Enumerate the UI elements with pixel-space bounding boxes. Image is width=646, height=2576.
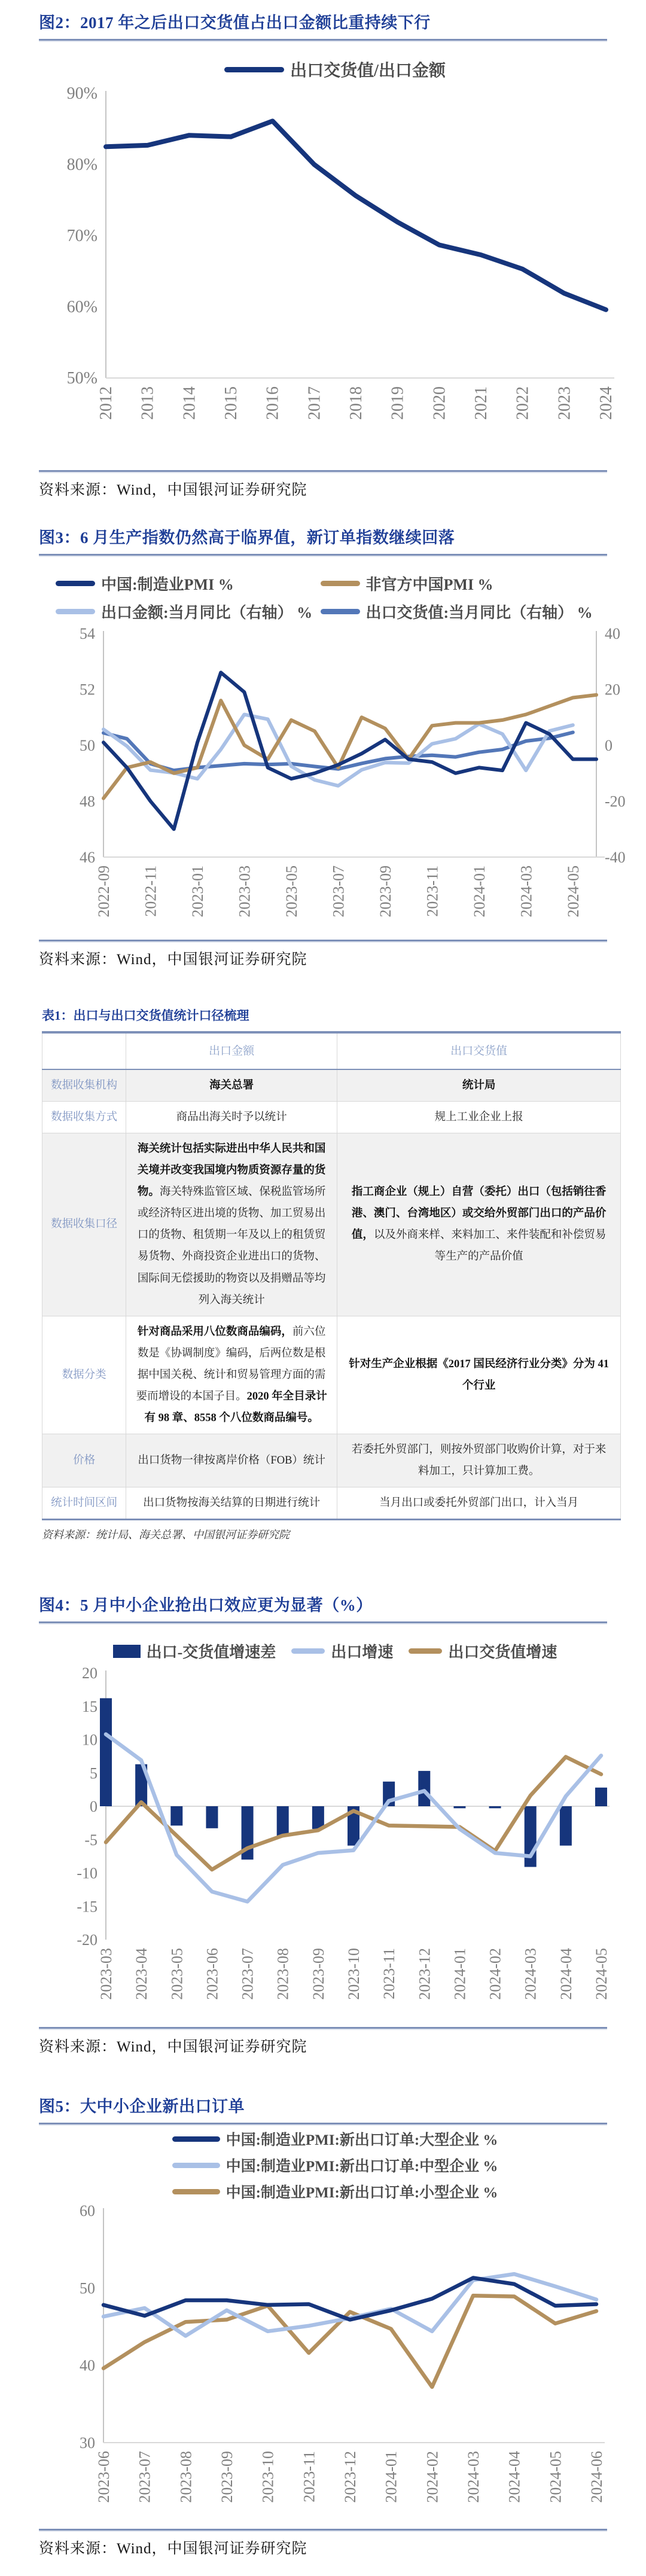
svg-text:2021: 2021 (472, 386, 490, 420)
svg-text:-20: -20 (605, 792, 626, 810)
spacer (0, 2056, 646, 2093)
table1-body (42, 1069, 621, 1520)
figure5-title-separator (39, 2123, 607, 2124)
legend-label: 出口交货值:当月同比（右轴） % (365, 604, 593, 621)
table-row-label: 统计时间区间 (42, 1487, 126, 1520)
legend-label: 非官方中国PMI % (365, 576, 493, 593)
svg-text:2023-04: 2023-04 (133, 1948, 151, 2000)
svg-text:2024-05: 2024-05 (593, 1948, 610, 2000)
svg-text:2024-05: 2024-05 (547, 2451, 565, 2503)
svg-text:2024-04: 2024-04 (557, 1948, 575, 2000)
legend-item (113, 1640, 276, 1662)
svg-text:2023-10: 2023-10 (345, 1948, 362, 2000)
svg-text:50%: 50% (66, 369, 97, 388)
figure5-block (39, 2093, 631, 2558)
legend-swatch-icon (291, 1648, 325, 1654)
figure5-source: 资料来源：Wind，中国银河证券研究院 (39, 2541, 307, 2557)
legend-label: 中国:制造业PMI:新出口订单:中型企业 % (226, 2159, 498, 2175)
table-row (42, 1102, 621, 1133)
svg-text:90%: 90% (66, 84, 97, 103)
svg-text:60: 60 (80, 2202, 95, 2220)
line-series (106, 121, 606, 309)
figure4-source: 资料来源：Wind，中国银河证券研究院 (39, 2039, 307, 2056)
svg-text:2023-03: 2023-03 (236, 865, 254, 917)
figure3-title: 图3：6 月生产指数仍然高于临界值，新订单指数继续回落 (39, 529, 455, 547)
bar (100, 1698, 112, 1806)
svg-text:2023-07: 2023-07 (239, 1948, 257, 2000)
svg-text:2022-11: 2022-11 (142, 865, 160, 917)
legend-label: 中国:制造业PMI % (101, 576, 234, 593)
svg-text:5: 5 (90, 1764, 97, 1782)
table1-comparison-table (42, 1031, 621, 1520)
table-row-label: 数据收集方式 (42, 1102, 126, 1133)
svg-text:10: 10 (82, 1731, 97, 1749)
legend-item (321, 572, 631, 595)
bar (560, 1806, 572, 1846)
figure2-chart (39, 84, 631, 467)
svg-text:2014: 2014 (180, 386, 199, 420)
table1-column-header: 出口金额 (126, 1032, 337, 1069)
svg-text:2023-09: 2023-09 (309, 1948, 327, 2000)
table1-title: 表1：出口与出口交货值统计口径梳理 (42, 1008, 249, 1023)
svg-text:2023-06: 2023-06 (203, 1948, 221, 2000)
figure2-title-separator (39, 39, 607, 41)
chart-svg (39, 1665, 631, 2023)
figure5-source-row (39, 2529, 631, 2558)
svg-text:2024-06: 2024-06 (588, 2451, 605, 2503)
svg-text:2022-09: 2022-09 (95, 865, 112, 917)
legend-label: 出口交货值/出口金额 (290, 62, 446, 80)
svg-text:2018: 2018 (347, 386, 365, 420)
figure4-title-separator (39, 1621, 607, 1623)
figure3-source-row (39, 940, 631, 969)
figure3-legend (39, 572, 631, 623)
legend-swatch-icon (172, 2136, 220, 2142)
svg-text:2023-03: 2023-03 (97, 1948, 115, 2000)
figure2-bottom-separator (39, 470, 607, 472)
svg-text:2012: 2012 (97, 386, 115, 420)
bar (418, 1771, 430, 1806)
table-cell: 出口货物按海关结算的日期进行统计 (126, 1487, 337, 1520)
figure3-title-separator (39, 554, 607, 556)
table-cell: 针对生产企业根据《2017 国民经济行业分类》分为 41 个行业 (337, 1316, 621, 1434)
svg-text:2015: 2015 (222, 386, 240, 420)
svg-text:0: 0 (90, 1798, 97, 1816)
svg-text:2024-01: 2024-01 (451, 1948, 469, 2000)
legend-label: 出口金额:当月同比（右轴） % (101, 604, 313, 621)
svg-text:2024-03: 2024-03 (517, 865, 535, 917)
svg-text:20: 20 (605, 681, 620, 699)
table-cell: 若委托外贸部门，则按外贸部门收购价计算，对于来料加工，只计算加工费。 (337, 1434, 621, 1487)
table1-block (39, 1006, 631, 1542)
table-cell: 统计局 (337, 1069, 621, 1102)
svg-text:46: 46 (80, 849, 95, 866)
legend-item (56, 600, 321, 623)
figure2-source: 资料来源：Wind，中国银河证券研究院 (39, 482, 307, 498)
svg-text:2024-02: 2024-02 (486, 1948, 504, 2000)
svg-text:60%: 60% (66, 298, 97, 316)
figure4-block (39, 1592, 631, 2056)
bar (170, 1806, 182, 1825)
spacer (0, 969, 646, 1006)
table-row (42, 1434, 621, 1487)
svg-text:2023-08: 2023-08 (177, 2451, 195, 2503)
legend-item (409, 1640, 557, 1662)
legend-swatch-icon (56, 581, 95, 586)
table-cell: 当月出口或委托外贸部门出口，计入当月 (337, 1487, 621, 1520)
figure5-legend (172, 2128, 498, 2202)
svg-text:2023-10: 2023-10 (259, 2451, 277, 2503)
svg-text:15: 15 (82, 1697, 97, 1715)
bar (453, 1806, 465, 1808)
svg-text:2020: 2020 (430, 386, 449, 420)
spacer (0, 1542, 646, 1592)
legend-item (56, 572, 321, 595)
legend-item (172, 2181, 498, 2202)
bar (489, 1806, 501, 1808)
svg-text:2022: 2022 (513, 386, 532, 420)
svg-text:2023: 2023 (555, 386, 574, 420)
svg-text:2023-07: 2023-07 (136, 2451, 154, 2503)
table1-source: 资料来源：统计局、海关总署、中国银河证券研究院 (42, 1529, 290, 1541)
table-row (42, 1069, 621, 1102)
figure5-bottom-separator (39, 2529, 607, 2531)
chart-svg (39, 625, 631, 936)
table-row-label: 数据收集机构 (42, 1069, 126, 1102)
table-row (42, 1316, 621, 1434)
svg-text:2024-05: 2024-05 (564, 865, 582, 917)
figure5-chart (39, 2202, 631, 2525)
svg-text:-5: -5 (84, 1831, 97, 1849)
svg-text:80%: 80% (66, 156, 97, 174)
legend-swatch-icon (321, 581, 360, 586)
svg-text:30: 30 (80, 2434, 95, 2452)
figure2-title: 图2：2017 年之后出口交货值占出口金额比重持续下行 (39, 14, 431, 32)
line-series (103, 695, 596, 798)
bar (277, 1806, 289, 1836)
svg-text:54: 54 (80, 625, 95, 642)
svg-text:2023-07: 2023-07 (330, 865, 348, 917)
legend-label: 出口交货值增速 (448, 1644, 557, 1662)
figure3-source: 资料来源：Wind，中国银河证券研究院 (39, 952, 307, 968)
figure2-source-row (39, 470, 631, 499)
legend-label: 出口-交货值增速差 (146, 1644, 276, 1662)
table-cell: 出口货物一律按离岸价格（FOB）统计 (126, 1434, 337, 1487)
svg-text:2016: 2016 (263, 386, 282, 420)
svg-text:50: 50 (80, 2279, 95, 2297)
bar (206, 1806, 218, 1828)
table-row (42, 1487, 621, 1520)
table-cell: 指工商企业（规上）自营（委托）出口（包括销往香港、澳门、台湾地区）或交给外贸部门出口的产品价值，以及外商来样、来料加工、来件装配和补偿贸易等生产的产品价值 (337, 1133, 621, 1316)
table-row-label: 数据分类 (42, 1316, 126, 1434)
svg-text:52: 52 (80, 681, 95, 699)
table-cell: 针对商品采用八位数商品编码，前六位数是《协调制度》编码，后两位数是根据中国关税、统计和贸易管理方面的需要而增设的本国子目。2020 年全目录计有 98 章、8558 个八位数商品编号。 (126, 1316, 337, 1434)
legend-item (172, 2154, 498, 2176)
bar (595, 1788, 607, 1806)
svg-text:2024-01: 2024-01 (470, 865, 488, 917)
legend-label: 中国:制造业PMI:新出口订单:小型企业 % (226, 2185, 498, 2202)
svg-text:2023-11: 2023-11 (380, 1948, 398, 1999)
legend-label: 中国:制造业PMI:新出口订单:大型企业 % (226, 2132, 498, 2149)
spacer (0, 499, 646, 525)
legend-swatch-icon (321, 609, 360, 614)
svg-text:20: 20 (82, 1665, 97, 1682)
figure2-block (39, 10, 631, 499)
svg-text:40: 40 (80, 2356, 95, 2374)
svg-text:48: 48 (80, 792, 95, 810)
table1-header (42, 1032, 621, 1069)
table-row-label: 价格 (42, 1434, 126, 1487)
chart-svg (39, 84, 631, 467)
svg-text:-40: -40 (605, 849, 626, 866)
svg-text:2023-12: 2023-12 (416, 1948, 434, 2000)
figure4-chart (39, 1665, 631, 2023)
table1-column-header: 出口交货值 (337, 1032, 621, 1069)
legend-swatch-icon (56, 609, 95, 614)
svg-text:2024-02: 2024-02 (423, 2451, 441, 2503)
svg-text:2024-04: 2024-04 (505, 2451, 523, 2503)
table-cell: 海关统计包括实际进出中华人民共和国关境并改变我国境内物质资源存量的货物。海关特殊监管区域、保税监管场所或经济特区进出境的货物、加工贸易出口的货物、租赁期一年及以上的租赁贸易货物、外商投资企业进出口的货物、国际间无偿援助的物资以及捐赠品等均列入海关统计 (126, 1133, 337, 1316)
figure3-chart (39, 625, 631, 936)
chart-svg (39, 2202, 631, 2525)
svg-text:2023-06: 2023-06 (95, 2451, 112, 2503)
svg-text:2024-03: 2024-03 (465, 2451, 482, 2503)
line-series (103, 672, 596, 829)
legend-swatch-icon (409, 1648, 442, 1654)
svg-text:2023-09: 2023-09 (376, 865, 394, 917)
svg-text:2019: 2019 (388, 386, 407, 420)
svg-text:2024-01: 2024-01 (382, 2451, 400, 2503)
svg-text:2024: 2024 (597, 386, 615, 420)
figure4-source-row (39, 2027, 631, 2056)
svg-text:70%: 70% (66, 227, 97, 245)
figure4-bottom-separator (39, 2027, 607, 2029)
table-row-label: 数据收集口径 (42, 1133, 126, 1316)
svg-text:2024-03: 2024-03 (522, 1948, 540, 2000)
svg-text:2023-08: 2023-08 (274, 1948, 292, 2000)
svg-text:2023-11: 2023-11 (300, 2451, 318, 2502)
figure4-legend (39, 1640, 631, 1662)
legend-swatch-icon (172, 2163, 220, 2168)
svg-text:-15: -15 (77, 1898, 97, 1916)
legend-item (291, 1640, 393, 1662)
svg-text:-10: -10 (77, 1864, 97, 1882)
svg-text:2023-05: 2023-05 (282, 865, 300, 917)
svg-text:2023-05: 2023-05 (168, 1948, 186, 2000)
figure2-legend (39, 57, 631, 81)
table-cell: 规上工业企业上报 (337, 1102, 621, 1133)
table1-column-header (42, 1032, 126, 1069)
svg-text:40: 40 (605, 625, 620, 642)
figure5-title: 图5：大中小企业新出口订单 (39, 2098, 245, 2116)
svg-text:0: 0 (605, 737, 613, 754)
svg-text:2023-12: 2023-12 (342, 2451, 359, 2503)
svg-text:2013: 2013 (138, 386, 157, 420)
figure3-bottom-separator (39, 940, 607, 941)
svg-text:2023-09: 2023-09 (218, 2451, 236, 2503)
table-cell: 海关总署 (126, 1069, 337, 1102)
figure3-block (39, 525, 631, 969)
table-cell: 商品出海关时予以统计 (126, 1102, 337, 1133)
figure4-title: 图4：5 月中小企业抢出口效应更为显著（%） (39, 1596, 373, 1615)
bar (312, 1806, 324, 1829)
svg-text:2023-11: 2023-11 (423, 865, 441, 917)
svg-text:50: 50 (80, 737, 95, 754)
legend-swatch-icon (224, 67, 284, 72)
legend-swatch-icon (172, 2189, 220, 2194)
legend-label: 出口增速 (331, 1644, 394, 1662)
legend-item (224, 57, 446, 81)
legend-item (321, 600, 631, 623)
svg-text:2023-01: 2023-01 (188, 865, 206, 917)
svg-text:2017: 2017 (305, 386, 324, 420)
legend-swatch-icon (113, 1645, 141, 1658)
table-row (42, 1133, 621, 1316)
legend-item (172, 2128, 498, 2150)
line-series (103, 2295, 596, 2387)
svg-text:-20: -20 (77, 1931, 97, 1949)
